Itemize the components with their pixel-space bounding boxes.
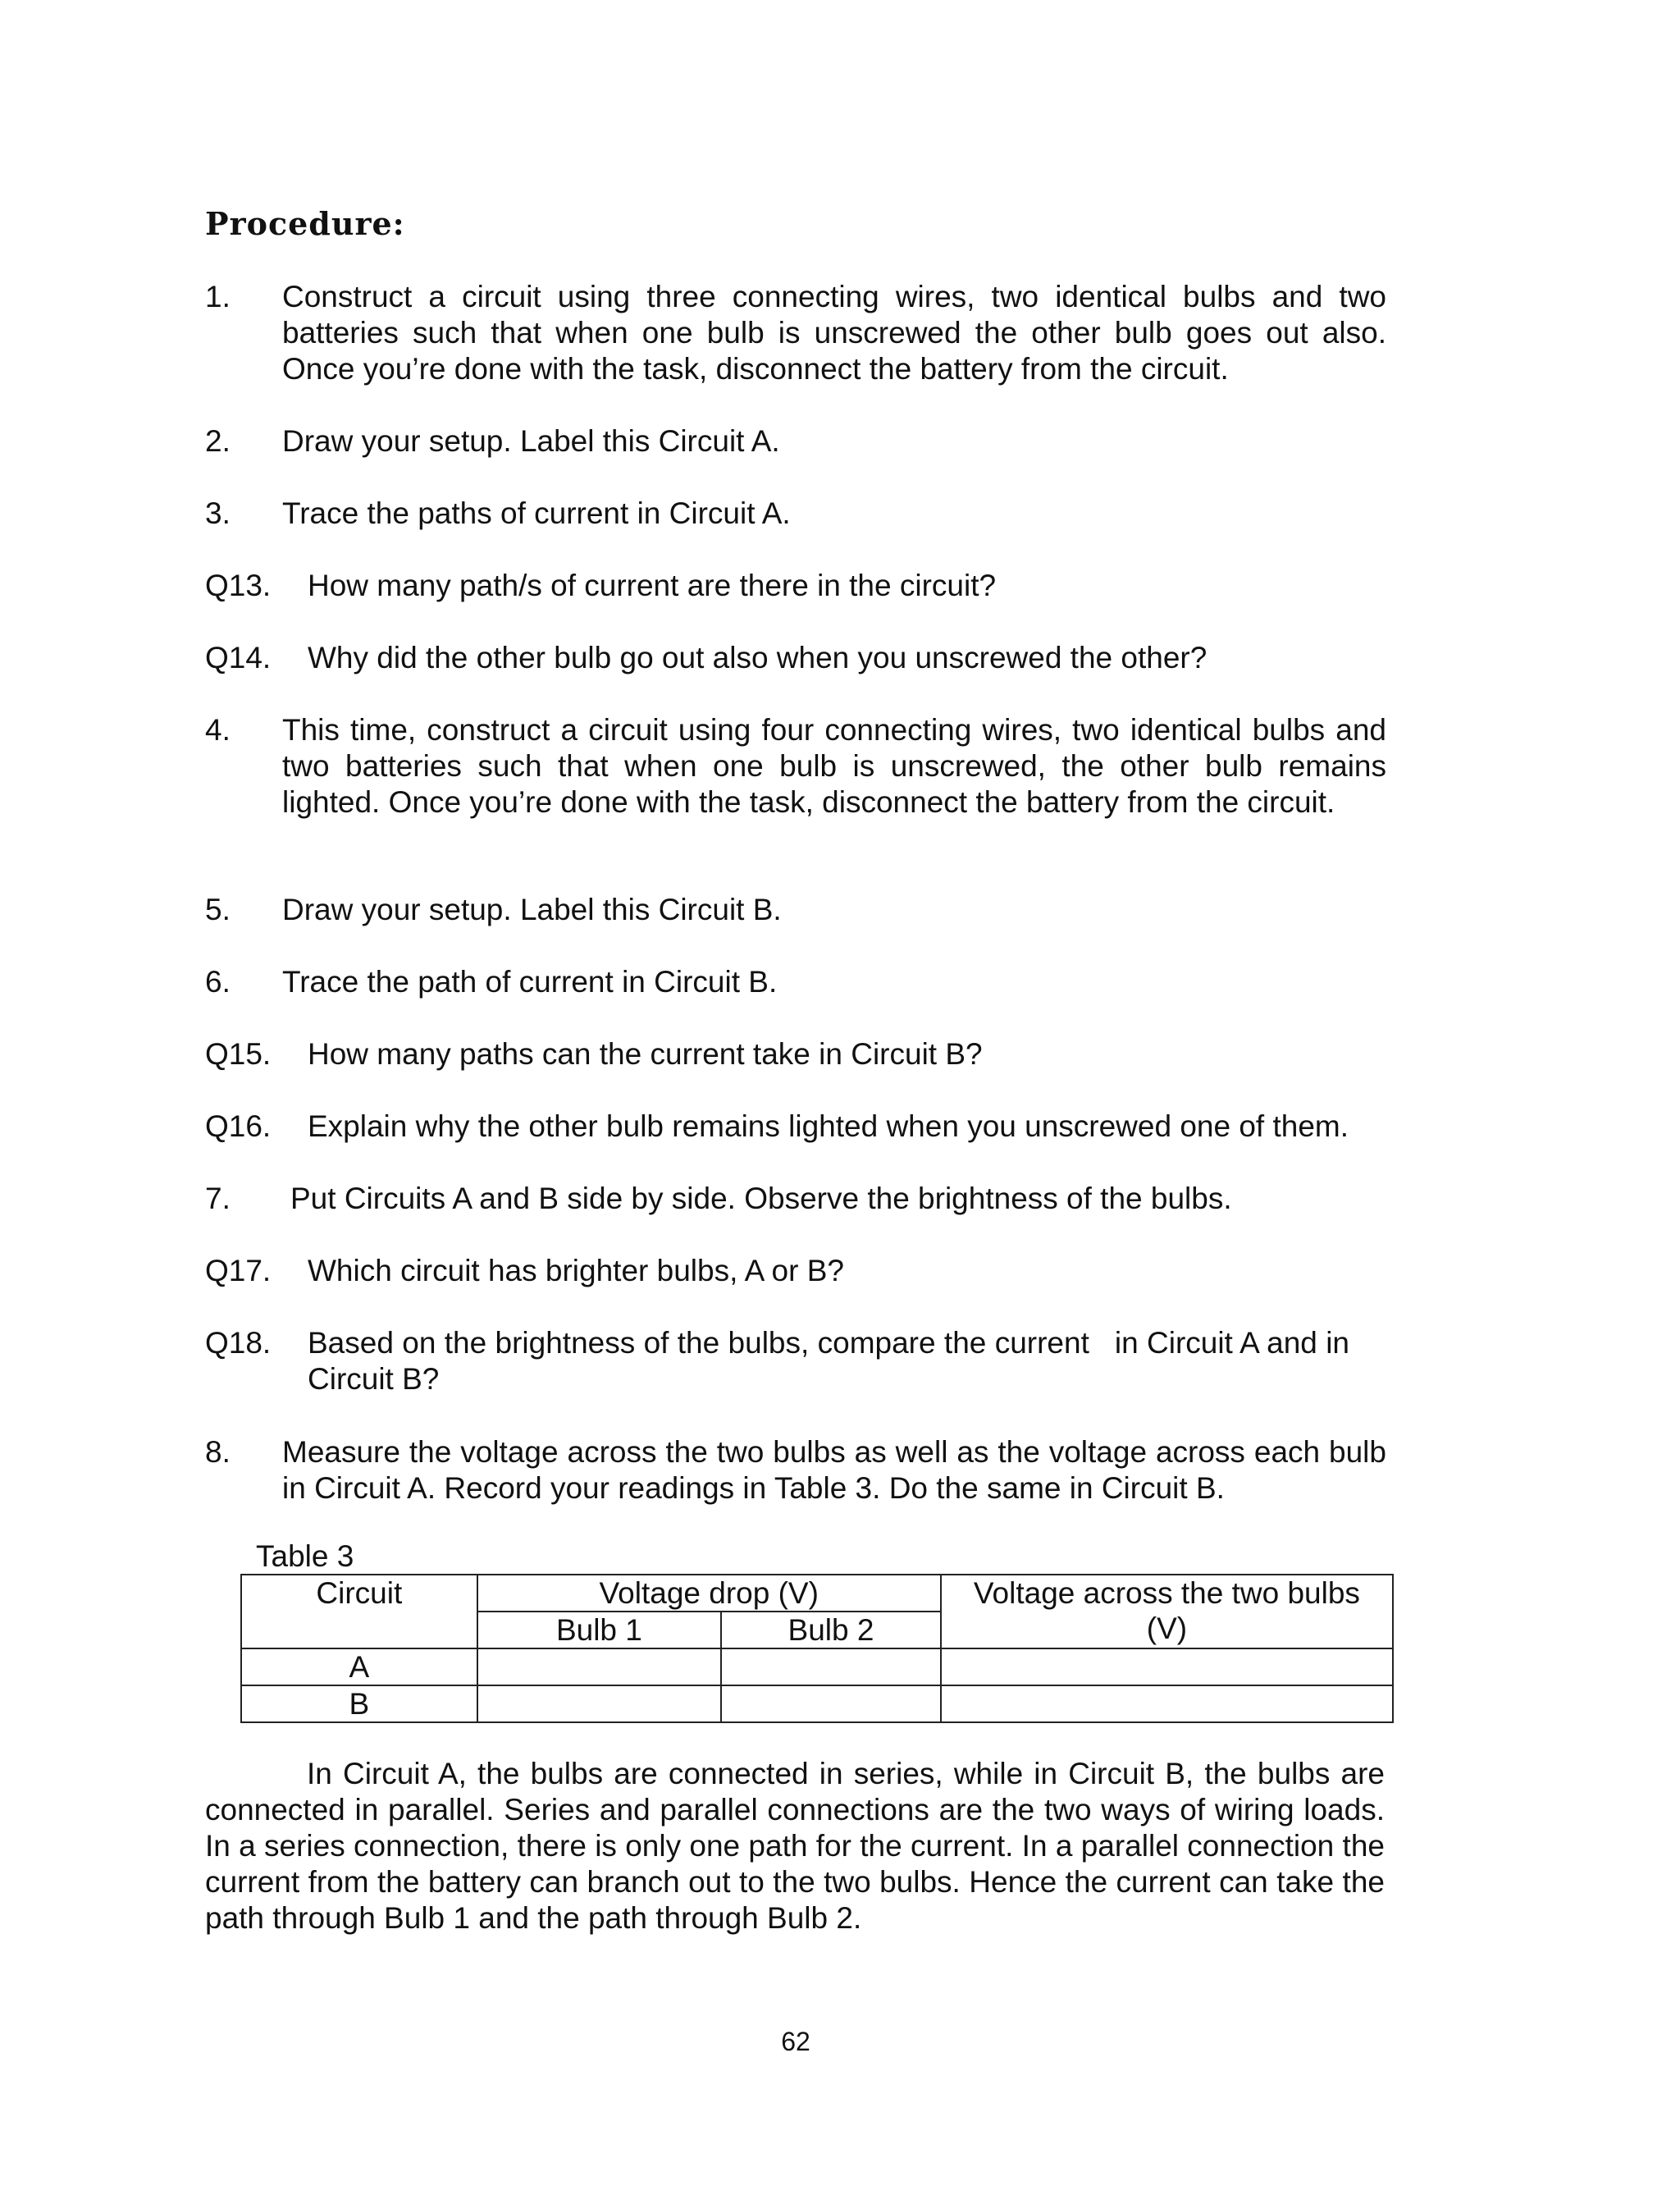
question-q16 [205,1109,1386,1145]
step-4 [205,712,1386,821]
step-number: 4. [205,713,231,747]
voltage-table [240,1574,1394,1723]
page-number: 62 [781,2027,810,2056]
header-total-line2: (V) [1146,1612,1188,1645]
explanation-paragraph: In Circuit A, the bulbs are connected in series, while in Circuit B, the bulbs are connected in parallel. Series and parallel connections are the two ways of wiring loads. In a series connection, there is only one path for the current. In a parallel connection the current from the battery can branch out to the two bulbs. Hence the current can take the path through Bulb 1 and the path through Bulb 2. [205,1757,1385,1935]
step-number: 2. [205,424,231,458]
question-text: Based on the brightness of the bulbs, compare the current in Circuit A and in Circuit B? [308,1326,1358,1396]
procedure-heading: Procedure: [205,205,405,242]
table-row [241,1648,1393,1685]
question-number: Q18. [205,1326,272,1360]
step-7 [205,1181,1386,1217]
question-number: Q16. [205,1109,272,1143]
question-q15 [205,1036,1386,1072]
question-text: Which circuit has brighter bulbs, A or B? [308,1254,844,1287]
cell-total [941,1685,1393,1722]
question-number: Q17. [205,1254,272,1287]
step-8 [205,1434,1386,1506]
step-text: Trace the path of current in Circuit B. [282,965,778,999]
question-q18 [205,1325,1358,1397]
header-voltage-drop: Voltage drop (V) [477,1575,941,1612]
table-row [241,1685,1393,1722]
step-text: This time, construct a circuit using four connecting wires, two identical bulbs and two batteries such that when one bulb is unscrewed, the other bulb remains lighted. Once you’re done with the task, disconnect the battery from the circuit. [282,713,1386,819]
cell-total [941,1648,1393,1685]
question-q13 [205,568,1386,604]
header-total-line1: Voltage across the two bulbs [973,1576,1360,1610]
step-number: 8. [205,1435,231,1469]
step-1 [205,279,1386,387]
question-number: Q13. [205,569,272,602]
cell-bulb2 [721,1685,941,1722]
step-2 [205,423,1386,459]
question-q17 [205,1253,1386,1289]
step-number: 5. [205,893,231,926]
step-number: 7. [205,1182,231,1215]
question-number: Q14. [205,641,272,674]
question-text: Explain why the other bulb remains lighted when you unscrewed one of them. [308,1109,1349,1143]
header-bulb1: Bulb 1 [477,1612,722,1648]
step-text: Draw your setup. Label this Circuit A. [282,424,780,458]
step-text: Trace the paths of current in Circuit A. [282,496,791,530]
step-text: Draw your setup. Label this Circuit B. [282,893,782,926]
question-text: Why did the other bulb go out also when you unscrewed the other? [308,641,1208,674]
step-number: 6. [205,965,231,999]
step-text: Construct a circuit using three connecting wires, two identical bulbs and two batteries such that when one bulb is unscrewed the other bulb goes out also. Once you’re done with the task, disconnect the battery from the circuit. [282,280,1386,386]
question-text: How many path/s of current are there in the circuit? [308,569,997,602]
table-header-row [241,1575,1393,1612]
step-number: 1. [205,280,231,313]
question-q14 [205,640,1386,676]
cell-circuit: B [241,1685,477,1722]
step-6 [205,964,1386,1000]
step-3 [205,496,1386,532]
header-total-voltage [941,1575,1393,1648]
step-number: 3. [205,496,231,530]
question-text: How many paths can the current take in Circuit B? [308,1037,983,1071]
question-number: Q15. [205,1037,272,1071]
header-circuit: Circuit [241,1575,477,1648]
cell-bulb1 [477,1685,722,1722]
step-text: Put Circuits A and B side by side. Observe the brightness of the bulbs. [290,1182,1232,1215]
table-caption: Table 3 [256,1539,354,1573]
cell-bulb1 [477,1648,722,1685]
step-text: Measure the voltage across the two bulbs as well as the voltage across each bulb in Circuit A. Record your readings in Table 3. Do the same in Circuit B. [282,1435,1386,1505]
cell-bulb2 [721,1648,941,1685]
cell-circuit: A [241,1648,477,1685]
step-5 [205,892,1386,928]
header-bulb2: Bulb 2 [721,1612,941,1648]
